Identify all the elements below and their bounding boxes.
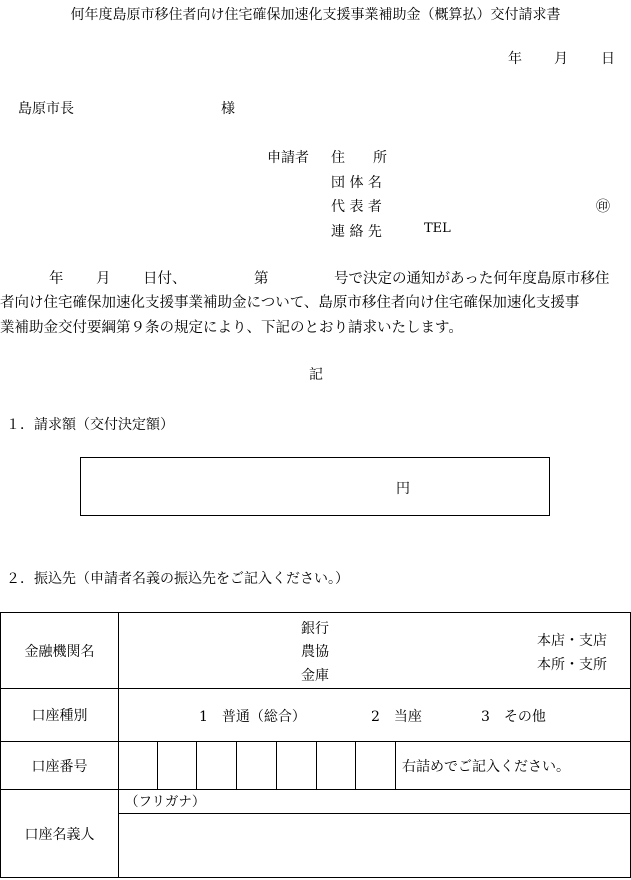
applicant-organization-label: 団 体 名 [331,175,382,191]
body-year: 年 [49,271,64,287]
institution-label: 金融機関名 [24,643,95,660]
account-type-option-other[interactable]: 3 その他 [481,709,546,725]
body-line2: 者向け住宅確保加速化支援事業補助金について、島原市移住者向け住宅確保加速化支援事 [0,295,580,311]
furigana-label: （フリガナ） [125,794,206,810]
account-type-row [1,689,631,742]
body-month: 月 [96,271,111,287]
section1-heading: １．請求額（交付決定額） [6,417,174,433]
account-digit-1[interactable] [119,742,158,790]
body-number-prefix: 第 [254,271,269,287]
applicant-contact-label: 連 絡 先 [331,224,382,240]
account-number-row [1,742,631,790]
ki-heading: 記 [309,367,323,383]
body-line1-rest: 号で決定の通知があった何年度島原市移住 [334,271,610,287]
institution-type-bank: 銀行 [301,621,329,637]
account-number-label: 口座番号 [31,758,88,775]
account-digit-7[interactable] [356,742,396,790]
account-holder-label-cell [1,790,119,878]
account-number-note-cell [396,742,631,790]
account-type-label: 口座種別 [31,708,88,724]
date-day-label: 日 [601,51,615,67]
date-year-label: 年 [508,51,522,67]
body-day: 日付、 [143,271,187,287]
amount-unit: 円 [396,481,410,497]
applicant-representative-label: 代 表 者 [331,199,382,215]
institution-type-nokyo: 農協 [301,644,329,660]
applicant-label: 申請者 [267,150,309,166]
account-digit-2[interactable] [158,742,197,790]
amount-field[interactable] [80,457,550,516]
account-type-option-ordinary[interactable]: 1 普通（総合） [199,709,306,725]
account-type-field[interactable] [119,689,631,742]
account-number-note: 右詰めでご記入ください。 [402,758,570,775]
account-holder-field[interactable] [119,814,631,878]
document-title: 何年度島原市移住者向け住宅確保加速化支援事業補助金（概算払）交付請求書 [70,7,561,23]
account-digit-3[interactable] [197,742,237,790]
institution-row [1,613,631,689]
account-digit-4[interactable] [237,742,277,790]
furigana-row [1,790,631,814]
account-digit-5[interactable] [277,742,317,790]
account-type-option-current[interactable]: 2 当座 [371,709,422,725]
applicant-address-label: 住 所 [331,150,387,166]
seal-mark: ㊞ [596,199,610,215]
account-number-label-cell [1,742,119,790]
section2-heading: ２．振込先（申請者名義の振込先をご記入ください。） [6,571,349,587]
account-type-label-cell [1,689,119,742]
applicant-tel-label: TEL [424,221,451,236]
account-digit-6[interactable] [317,742,356,790]
branch-type-1: 本店・支店 [537,633,607,649]
addressee-name: 島原市長 [18,101,74,117]
date-month-label: 月 [554,51,568,67]
furigana-field[interactable] [119,790,631,814]
bank-transfer-table [0,612,631,878]
institution-field[interactable] [119,613,631,689]
account-holder-label: 口座名義人 [24,826,95,843]
addressee-honorific: 様 [221,101,235,117]
institution-label-cell [1,613,119,689]
institution-type-kinko: 金庫 [301,668,329,684]
body-line3: 業補助金交付要綱第９条の規定により、下記のとおり請求いたします。 [0,320,463,336]
branch-type-2: 本所・支所 [537,657,607,673]
